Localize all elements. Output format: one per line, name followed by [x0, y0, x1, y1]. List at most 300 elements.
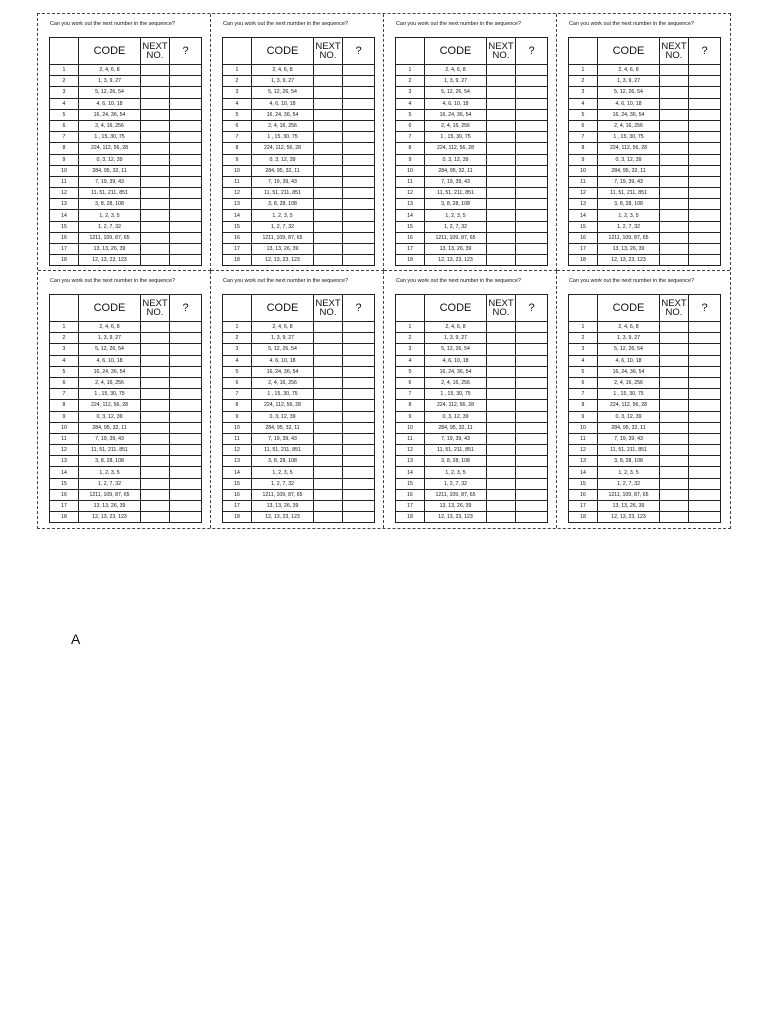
next-number-cell[interactable] [141, 389, 170, 400]
next-number-cell[interactable] [660, 355, 689, 366]
next-number-cell[interactable] [660, 445, 689, 456]
answer-cell[interactable] [170, 433, 202, 444]
table-header-row [223, 295, 375, 322]
answer-cell[interactable] [689, 188, 721, 199]
answer-cell[interactable] [689, 333, 721, 344]
next-number-cell[interactable] [487, 411, 516, 422]
answer-cell[interactable] [343, 400, 375, 411]
answer-cell[interactable] [170, 76, 202, 87]
answer-cell[interactable] [343, 512, 375, 523]
next-number-cell[interactable] [487, 132, 516, 143]
answer-cell[interactable] [516, 445, 548, 456]
next-number-cell[interactable] [314, 377, 343, 388]
next-number-cell[interactable] [141, 489, 170, 500]
answer-cell[interactable] [343, 433, 375, 444]
answer-cell[interactable] [170, 210, 202, 221]
next-number-cell[interactable] [141, 87, 170, 98]
next-number-cell[interactable] [141, 355, 170, 366]
answer-cell[interactable] [516, 65, 548, 76]
answer-cell[interactable] [170, 400, 202, 411]
answer-cell[interactable] [516, 199, 548, 210]
answer-cell[interactable] [343, 87, 375, 98]
next-number-cell[interactable] [487, 322, 516, 333]
answer-cell[interactable] [343, 366, 375, 377]
answer-cell[interactable] [516, 255, 548, 266]
answer-cell[interactable] [343, 154, 375, 165]
next-number-cell[interactable] [314, 411, 343, 422]
next-number-cell[interactable] [660, 188, 689, 199]
next-number-cell[interactable] [660, 411, 689, 422]
answer-cell[interactable] [170, 65, 202, 76]
next-number-cell[interactable] [487, 344, 516, 355]
answer-cell[interactable] [170, 389, 202, 400]
next-number-cell[interactable] [487, 65, 516, 76]
answer-cell[interactable] [516, 143, 548, 154]
answer-cell[interactable] [343, 456, 375, 467]
answer-cell[interactable] [516, 467, 548, 478]
next-number-cell[interactable] [141, 512, 170, 523]
answer-cell[interactable] [689, 176, 721, 187]
next-number-cell[interactable] [314, 489, 343, 500]
next-number-cell[interactable] [314, 366, 343, 377]
answer-cell[interactable] [689, 98, 721, 109]
next-number-cell[interactable] [660, 433, 689, 444]
next-number-cell[interactable] [487, 333, 516, 344]
next-number-cell[interactable] [141, 132, 170, 143]
next-number-cell[interactable] [487, 98, 516, 109]
next-number-cell[interactable] [487, 366, 516, 377]
next-number-cell[interactable] [660, 210, 689, 221]
next-number-cell[interactable] [314, 400, 343, 411]
next-number-cell[interactable] [314, 501, 343, 512]
answer-cell[interactable] [343, 120, 375, 131]
next-number-cell[interactable] [660, 322, 689, 333]
next-number-cell[interactable] [660, 244, 689, 255]
next-number-cell[interactable] [487, 244, 516, 255]
next-number-cell[interactable] [660, 65, 689, 76]
answer-cell[interactable] [343, 389, 375, 400]
next-number-cell[interactable] [660, 333, 689, 344]
answer-cell[interactable] [689, 87, 721, 98]
answer-cell[interactable] [689, 244, 721, 255]
next-number-cell[interactable] [141, 478, 170, 489]
next-number-cell[interactable] [141, 165, 170, 176]
answer-cell[interactable] [689, 433, 721, 444]
answer-cell[interactable] [516, 120, 548, 131]
next-number-cell[interactable] [314, 176, 343, 187]
sequence-code: 224, 112, 56, 28 [425, 143, 487, 154]
answer-cell[interactable] [516, 210, 548, 221]
answer-cell[interactable] [516, 411, 548, 422]
answer-cell[interactable] [170, 87, 202, 98]
answer-cell[interactable] [689, 76, 721, 87]
next-number-cell[interactable] [487, 143, 516, 154]
next-number-cell[interactable] [660, 98, 689, 109]
answer-cell[interactable] [689, 411, 721, 422]
answer-cell[interactable] [689, 120, 721, 131]
answer-cell[interactable] [170, 109, 202, 120]
next-number-cell[interactable] [314, 232, 343, 243]
next-number-cell[interactable] [660, 456, 689, 467]
answer-cell[interactable] [689, 199, 721, 210]
answer-cell[interactable] [516, 355, 548, 366]
answer-cell[interactable] [343, 165, 375, 176]
next-number-cell[interactable] [487, 109, 516, 120]
next-number-cell[interactable] [141, 255, 170, 266]
answer-cell[interactable] [343, 244, 375, 255]
answer-cell[interactable] [170, 489, 202, 500]
answer-cell[interactable] [343, 355, 375, 366]
next-number-cell[interactable] [314, 344, 343, 355]
answer-cell[interactable] [170, 333, 202, 344]
table-row [396, 132, 548, 143]
answer-cell[interactable] [516, 433, 548, 444]
next-number-cell[interactable] [487, 433, 516, 444]
answer-cell[interactable] [343, 210, 375, 221]
answer-cell[interactable] [343, 199, 375, 210]
next-number-cell[interactable] [314, 478, 343, 489]
answer-cell[interactable] [516, 109, 548, 120]
next-number-cell[interactable] [660, 489, 689, 500]
answer-cell[interactable] [170, 98, 202, 109]
answer-cell[interactable] [343, 501, 375, 512]
next-number-cell[interactable] [487, 232, 516, 243]
next-number-cell[interactable] [660, 478, 689, 489]
answer-cell[interactable] [343, 333, 375, 344]
next-number-cell[interactable] [487, 489, 516, 500]
answer-cell[interactable] [170, 322, 202, 333]
answer-cell[interactable] [689, 132, 721, 143]
sequence-code: 12, 13, 23, 123 [79, 512, 141, 523]
answer-cell[interactable] [170, 165, 202, 176]
next-number-cell[interactable] [487, 221, 516, 232]
next-number-cell[interactable] [660, 366, 689, 377]
next-number-cell[interactable] [487, 154, 516, 165]
next-number-cell[interactable] [314, 154, 343, 165]
answer-cell[interactable] [689, 210, 721, 221]
answer-cell[interactable] [170, 411, 202, 422]
next-number-cell[interactable] [314, 143, 343, 154]
next-number-cell[interactable] [487, 478, 516, 489]
answer-cell[interactable] [343, 65, 375, 76]
answer-cell[interactable] [689, 389, 721, 400]
next-number-cell[interactable] [487, 501, 516, 512]
answer-cell[interactable] [343, 176, 375, 187]
answer-cell[interactable] [516, 400, 548, 411]
answer-cell[interactable] [343, 143, 375, 154]
answer-cell[interactable] [343, 232, 375, 243]
answer-cell[interactable] [343, 188, 375, 199]
answer-cell[interactable] [516, 377, 548, 388]
answer-cell[interactable] [516, 489, 548, 500]
answer-cell[interactable] [343, 322, 375, 333]
next-number-cell[interactable] [660, 120, 689, 131]
answer-cell[interactable] [343, 422, 375, 433]
next-number-cell[interactable] [487, 355, 516, 366]
answer-cell[interactable] [689, 501, 721, 512]
next-number-cell[interactable] [314, 467, 343, 478]
answer-cell[interactable] [516, 333, 548, 344]
answer-cell[interactable] [343, 489, 375, 500]
answer-cell[interactable] [689, 400, 721, 411]
next-number-cell[interactable] [487, 512, 516, 523]
answer-cell[interactable] [343, 76, 375, 87]
answer-cell[interactable] [343, 132, 375, 143]
next-number-cell[interactable] [487, 377, 516, 388]
answer-cell[interactable] [689, 322, 721, 333]
answer-cell[interactable] [516, 322, 548, 333]
next-number-cell[interactable] [314, 422, 343, 433]
next-number-cell[interactable] [660, 512, 689, 523]
answer-cell[interactable] [689, 355, 721, 366]
header-next-line1: NEXT [142, 41, 168, 52]
next-number-cell[interactable] [660, 176, 689, 187]
next-number-cell[interactable] [487, 199, 516, 210]
answer-cell[interactable] [689, 445, 721, 456]
answer-cell[interactable] [689, 232, 721, 243]
next-number-cell[interactable] [660, 132, 689, 143]
next-number-cell[interactable] [141, 433, 170, 444]
answer-cell[interactable] [170, 501, 202, 512]
answer-cell[interactable] [689, 255, 721, 266]
answer-cell[interactable] [689, 489, 721, 500]
answer-cell[interactable] [516, 188, 548, 199]
header-answer: ? [516, 38, 548, 65]
next-number-cell[interactable] [314, 188, 343, 199]
next-number-cell[interactable] [141, 199, 170, 210]
next-number-cell[interactable] [660, 221, 689, 232]
next-number-cell[interactable] [314, 389, 343, 400]
next-number-cell[interactable] [660, 377, 689, 388]
answer-cell[interactable] [343, 478, 375, 489]
next-number-cell[interactable] [141, 210, 170, 221]
answer-cell[interactable] [516, 244, 548, 255]
next-number-cell[interactable] [314, 210, 343, 221]
answer-cell[interactable] [170, 467, 202, 478]
answer-cell[interactable] [170, 255, 202, 266]
answer-cell[interactable] [343, 344, 375, 355]
next-number-cell[interactable] [314, 244, 343, 255]
next-number-cell[interactable] [314, 165, 343, 176]
answer-cell[interactable] [689, 109, 721, 120]
answer-cell[interactable] [689, 478, 721, 489]
answer-cell[interactable] [516, 87, 548, 98]
next-number-cell[interactable] [314, 433, 343, 444]
next-number-cell[interactable] [487, 255, 516, 266]
answer-cell[interactable] [170, 422, 202, 433]
next-number-cell[interactable] [141, 221, 170, 232]
next-number-cell[interactable] [314, 109, 343, 120]
next-number-cell[interactable] [487, 165, 516, 176]
answer-cell[interactable] [170, 512, 202, 523]
next-number-cell[interactable] [141, 244, 170, 255]
next-number-cell[interactable] [141, 188, 170, 199]
next-number-cell[interactable] [314, 120, 343, 131]
next-number-cell[interactable] [314, 355, 343, 366]
answer-cell[interactable] [170, 355, 202, 366]
answer-cell[interactable] [516, 232, 548, 243]
next-number-cell[interactable] [660, 344, 689, 355]
next-number-cell[interactable] [314, 132, 343, 143]
answer-cell[interactable] [170, 176, 202, 187]
answer-cell[interactable] [170, 377, 202, 388]
answer-cell[interactable] [689, 154, 721, 165]
next-number-cell[interactable] [314, 65, 343, 76]
next-number-cell[interactable] [141, 98, 170, 109]
next-number-cell[interactable] [314, 512, 343, 523]
table-row [50, 501, 202, 512]
next-number-cell[interactable] [660, 232, 689, 243]
answer-cell[interactable] [516, 176, 548, 187]
answer-cell[interactable] [343, 221, 375, 232]
answer-cell[interactable] [516, 154, 548, 165]
answer-cell[interactable] [170, 366, 202, 377]
next-number-cell[interactable] [660, 255, 689, 266]
next-number-cell[interactable] [487, 400, 516, 411]
answer-cell[interactable] [516, 456, 548, 467]
answer-cell[interactable] [343, 109, 375, 120]
answer-cell[interactable] [689, 366, 721, 377]
answer-cell[interactable] [689, 65, 721, 76]
next-number-cell[interactable] [314, 322, 343, 333]
row-number: 12 [50, 445, 79, 456]
answer-cell[interactable] [343, 411, 375, 422]
answer-cell[interactable] [689, 221, 721, 232]
next-number-cell[interactable] [487, 188, 516, 199]
answer-cell[interactable] [516, 98, 548, 109]
next-number-cell[interactable] [660, 389, 689, 400]
answer-cell[interactable] [516, 422, 548, 433]
next-number-cell[interactable] [314, 76, 343, 87]
next-number-cell[interactable] [141, 154, 170, 165]
answer-cell[interactable] [516, 478, 548, 489]
answer-cell[interactable] [170, 143, 202, 154]
next-number-cell[interactable] [141, 501, 170, 512]
header-next-line2: NO. [146, 307, 164, 318]
answer-cell[interactable] [170, 232, 202, 243]
next-number-cell[interactable] [660, 501, 689, 512]
answer-cell[interactable] [343, 377, 375, 388]
next-number-cell[interactable] [141, 65, 170, 76]
next-number-cell[interactable] [141, 456, 170, 467]
answer-cell[interactable] [343, 445, 375, 456]
answer-cell[interactable] [689, 165, 721, 176]
next-number-cell[interactable] [141, 109, 170, 120]
answer-cell[interactable] [516, 221, 548, 232]
next-number-cell[interactable] [660, 87, 689, 98]
next-number-cell[interactable] [141, 467, 170, 478]
answer-cell[interactable] [343, 98, 375, 109]
sequence-code: 5, 12, 26, 54 [598, 344, 660, 355]
answer-cell[interactable] [170, 344, 202, 355]
answer-cell[interactable] [170, 221, 202, 232]
answer-cell[interactable] [170, 120, 202, 131]
next-number-cell[interactable] [660, 109, 689, 120]
answer-cell[interactable] [343, 467, 375, 478]
answer-cell[interactable] [689, 422, 721, 433]
next-number-cell[interactable] [141, 333, 170, 344]
answer-cell[interactable] [170, 188, 202, 199]
next-number-cell[interactable] [141, 422, 170, 433]
next-number-cell[interactable] [141, 400, 170, 411]
next-number-cell[interactable] [660, 467, 689, 478]
answer-cell[interactable] [170, 199, 202, 210]
answer-cell[interactable] [170, 132, 202, 143]
next-number-cell[interactable] [660, 422, 689, 433]
answer-cell[interactable] [689, 377, 721, 388]
next-number-cell[interactable] [141, 176, 170, 187]
next-number-cell[interactable] [487, 467, 516, 478]
next-number-cell[interactable] [314, 445, 343, 456]
next-number-cell[interactable] [487, 76, 516, 87]
answer-cell[interactable] [170, 244, 202, 255]
answer-cell[interactable] [516, 389, 548, 400]
answer-cell[interactable] [170, 154, 202, 165]
next-number-cell[interactable] [660, 400, 689, 411]
next-number-cell[interactable] [141, 232, 170, 243]
next-number-cell[interactable] [141, 445, 170, 456]
answer-cell[interactable] [170, 445, 202, 456]
answer-cell[interactable] [689, 467, 721, 478]
next-number-cell[interactable] [141, 366, 170, 377]
next-number-cell[interactable] [660, 143, 689, 154]
next-number-cell[interactable] [141, 377, 170, 388]
answer-cell[interactable] [689, 344, 721, 355]
next-number-cell[interactable] [660, 154, 689, 165]
answer-cell[interactable] [516, 501, 548, 512]
next-number-cell[interactable] [487, 120, 516, 131]
next-number-cell[interactable] [314, 87, 343, 98]
answer-cell[interactable] [689, 143, 721, 154]
next-number-cell[interactable] [660, 199, 689, 210]
next-number-cell[interactable] [141, 120, 170, 131]
next-number-cell[interactable] [141, 143, 170, 154]
answer-cell[interactable] [170, 456, 202, 467]
answer-cell[interactable] [516, 165, 548, 176]
answer-cell[interactable] [516, 366, 548, 377]
next-number-cell[interactable] [314, 221, 343, 232]
row-number: 16 [50, 232, 79, 243]
next-number-cell[interactable] [141, 322, 170, 333]
answer-cell[interactable] [343, 255, 375, 266]
answer-cell[interactable] [689, 456, 721, 467]
next-number-cell[interactable] [487, 389, 516, 400]
next-number-cell[interactable] [487, 456, 516, 467]
next-number-cell[interactable] [487, 422, 516, 433]
answer-cell[interactable] [516, 76, 548, 87]
answer-cell[interactable] [516, 344, 548, 355]
header-next-number [141, 295, 170, 322]
next-number-cell[interactable] [487, 176, 516, 187]
next-number-cell[interactable] [314, 456, 343, 467]
next-number-cell[interactable] [314, 333, 343, 344]
answer-cell[interactable] [516, 132, 548, 143]
next-number-cell[interactable] [487, 210, 516, 221]
answer-cell[interactable] [170, 478, 202, 489]
next-number-cell[interactable] [660, 165, 689, 176]
next-number-cell[interactable] [141, 411, 170, 422]
next-number-cell[interactable] [314, 255, 343, 266]
next-number-cell[interactable] [660, 76, 689, 87]
next-number-cell[interactable] [141, 344, 170, 355]
next-number-cell[interactable] [487, 445, 516, 456]
next-number-cell[interactable] [141, 76, 170, 87]
next-number-cell[interactable] [314, 98, 343, 109]
next-number-cell[interactable] [314, 199, 343, 210]
answer-cell[interactable] [516, 512, 548, 523]
answer-cell[interactable] [689, 512, 721, 523]
next-number-cell[interactable] [487, 87, 516, 98]
